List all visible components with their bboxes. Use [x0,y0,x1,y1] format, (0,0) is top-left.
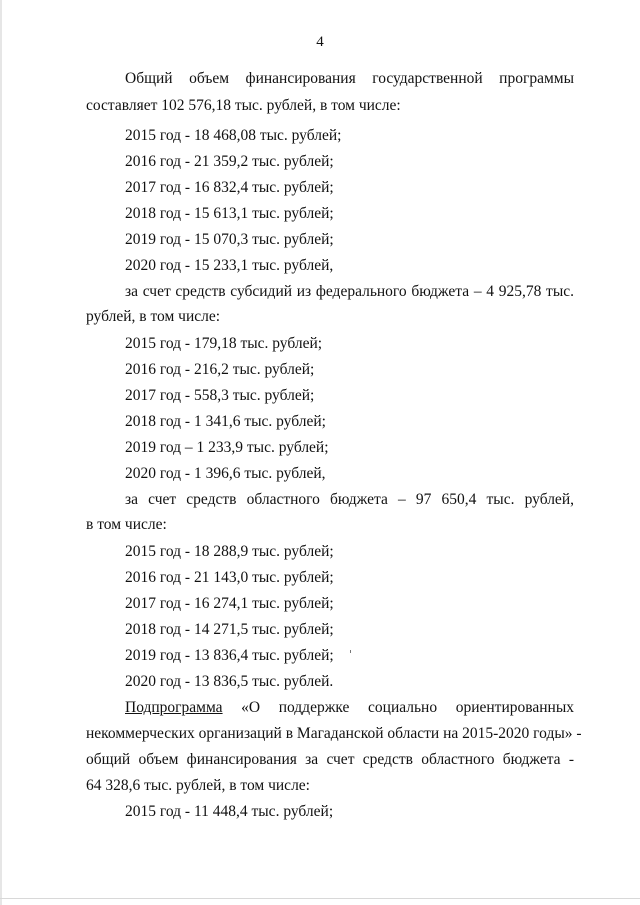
total-line-1: Общий объем финансирования государственной программы [125,70,574,87]
subprogram-line-3: общий объем финансирования за счет средств областного бюджета - [86,751,574,768]
total-year-2017: 2017 год - 16 832,4 тыс. рублей; [125,179,334,196]
subprogram-line-4: 64 328,6 тыс. рублей, в том числе: [86,777,310,794]
page-number: 4 [316,34,324,50]
total-line-2: составляет 102 576,18 тыс. рублей, в том числе: [86,97,401,114]
regional-year-2017: 2017 год - 16 274,1 тыс. рублей; [125,595,334,612]
regional-year-2018: 2018 год - 14 271,5 тыс. рублей; [125,621,334,638]
total-year-2020: 2020 год - 15 233,1 тыс. рублей, [125,257,334,274]
total-year-2018: 2018 год - 15 613,1 тыс. рублей; [125,205,334,222]
subprogram-year-2015: 2015 год - 11 448,4 тыс. рублей; [125,803,334,820]
regional-year-2020: 2020 год - 13 836,5 тыс. рублей. [125,673,334,690]
federal-line-1: за счет средств субсидий из федерального бюджета – 4 925,78 тыс. [125,283,574,300]
regional-year-2019: 2019 год - 13 836,4 тыс. рублей; [125,647,334,664]
regional-year-2015: 2015 год - 18 288,9 тыс. рублей; [125,543,334,560]
regional-line-2: в том числе: [86,516,167,533]
federal-year-2018: 2018 год - 1 341,6 тыс. рублей; [125,413,326,430]
scan-edge-left [0,0,2,905]
subprogram-line-1 [125,699,574,717]
federal-year-2016: 2016 год - 216,2 тыс. рублей; [125,361,315,378]
total-year-2015: 2015 год - 18 468,08 тыс. рублей; [125,127,342,144]
regional-year-2016: 2016 год - 21 143,0 тыс. рублей; [125,569,334,586]
federal-year-2019: 2019 год – 1 233,9 тыс. рублей; [125,439,329,456]
scan-speck [350,650,351,653]
federal-year-2017: 2017 год - 558,3 тыс. рублей; [125,387,315,404]
scan-edge-bottom [0,898,640,899]
subprogram-line-1-rest: «О поддержке социально ориентированных [241,699,574,716]
total-year-2019: 2019 год - 15 070,3 тыс. рублей; [125,231,334,248]
total-year-2016: 2016 год - 21 359,2 тыс. рублей; [125,153,334,170]
federal-year-2015: 2015 год - 179,18 тыс. рублей; [125,335,323,352]
subprogram-label: Подпрограмма [125,699,223,716]
subprogram-line-2: некоммерческих организаций в Магаданской области на 2015-2020 годы» - [86,725,582,742]
federal-year-2020: 2020 год - 1 396,6 тыс. рублей, [125,465,326,482]
federal-line-2: рублей, в том числе: [86,308,221,325]
regional-line-1: за счет средств областного бюджета – 97 650,4 тыс. рублей, [125,491,574,508]
